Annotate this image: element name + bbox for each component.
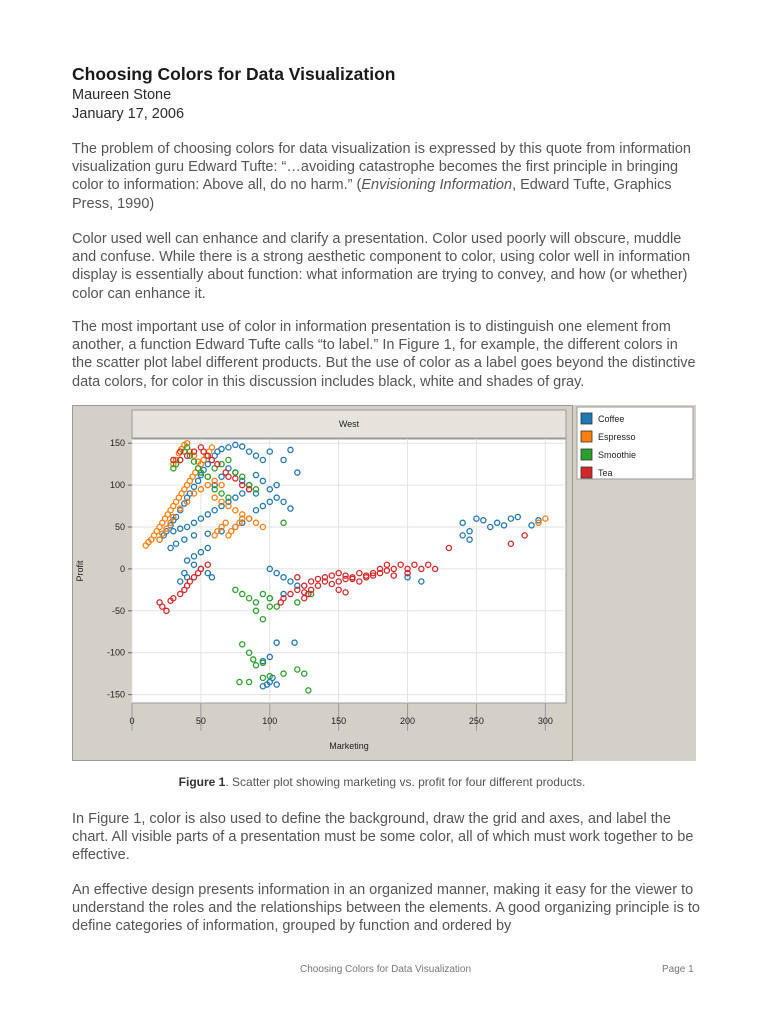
y-tick-label: 50 [114,522,125,532]
document-date: January 17, 2006 [72,106,185,122]
x-tick-label: 250 [468,716,484,726]
figure-caption [72,775,692,789]
scatter-figure [72,405,696,761]
y-tick-label: 100 [109,480,125,491]
legend-swatch-smoothie [581,449,592,460]
panel-title: West [338,419,360,429]
legend-label-coffee: Coffee [598,414,625,424]
y-tick-label: -150 [106,689,125,700]
paragraph-1-text-b: , Edward Tufte, Graphics Press, 1990) [72,177,672,212]
legend-swatch-espresso [581,431,592,442]
paragraph-2 [72,230,702,303]
legend-swatch-coffee [581,413,592,424]
document-author: Maureen Stone [72,87,172,103]
paragraph-3-text: The most important use of color in information presentation is to distinguish one element from another, a function Edward Tufte calls “to label.” In Figure 1, for example, the different colors in the scatter plot label different products. But the use of color as a label goes beyond the distinctive data colors, for color in this discussion includes black, white and shades of gray. [72,319,696,390]
paragraph-5-text: An effective design presents information in an organized manner, making it easy for the viewer to understand the roles and the relationships between the elements. A good organizing principle is to define categories of information, grouped by function and ordered by [72,882,700,935]
paragraph-1-italic: Envisioning Information [361,177,513,194]
figure-caption-text: . Scatter plot showing marketing vs. profit for four different products. [225,775,586,789]
legend-label-tea: Tea [598,468,613,478]
paragraph-1 [72,140,702,213]
document-title: Choosing Colors for Data Visualization [72,64,396,84]
y-tick-label: -50 [111,605,125,616]
x-tick-label: 0 [129,716,135,726]
y-tick-label: -100 [106,647,125,658]
footer-page-number: Page 1 [662,964,694,975]
paragraph-5 [72,881,702,936]
x-tick-label: 200 [400,716,416,726]
x-tick-label: 100 [262,716,278,726]
legend-swatch-tea [581,467,592,478]
x-tick-label: 150 [331,716,347,726]
paragraph-4 [72,810,702,865]
y-axis-label: Profit [75,560,85,582]
legend-label-espresso: Espresso [598,432,636,442]
paragraph-4-text: In Figure 1, color is also used to define the background, draw the grid and axes, and label the chart. All visible parts of a presentation must be some color, all of which must work together to be effective. [72,811,694,864]
legend-label-smoothie: Smoothie [598,450,637,460]
paragraph-3 [72,318,702,391]
y-tick-label: 150 [109,438,125,449]
paragraph-1-text-a: The problem of choosing colors for data visualization is expressed by this quote from information visualization guru Edward Tufte: “…avoiding catastrophe becomes the first principle in bringing color to information: Above all, do no harm.” ( [72,141,691,194]
x-tick-label: 50 [195,716,206,726]
figure-caption-label: Figure 1 [178,775,226,789]
legend [577,407,693,479]
x-tick-label: 300 [537,716,553,726]
y-tick-label: 0 [119,563,125,574]
x-axis-label: Marketing [329,741,369,751]
paragraph-2-text: Color used well can enhance and clarify a presentation. Color used poorly will obscure, muddle and confuse. While there is a strong aesthetic component to color, using color well in information display is essentially about function: what information are trying to convey, and how (or whether) color can enhance it. [72,231,691,302]
footer-title: Choosing Colors for Data Visualization [300,964,472,975]
